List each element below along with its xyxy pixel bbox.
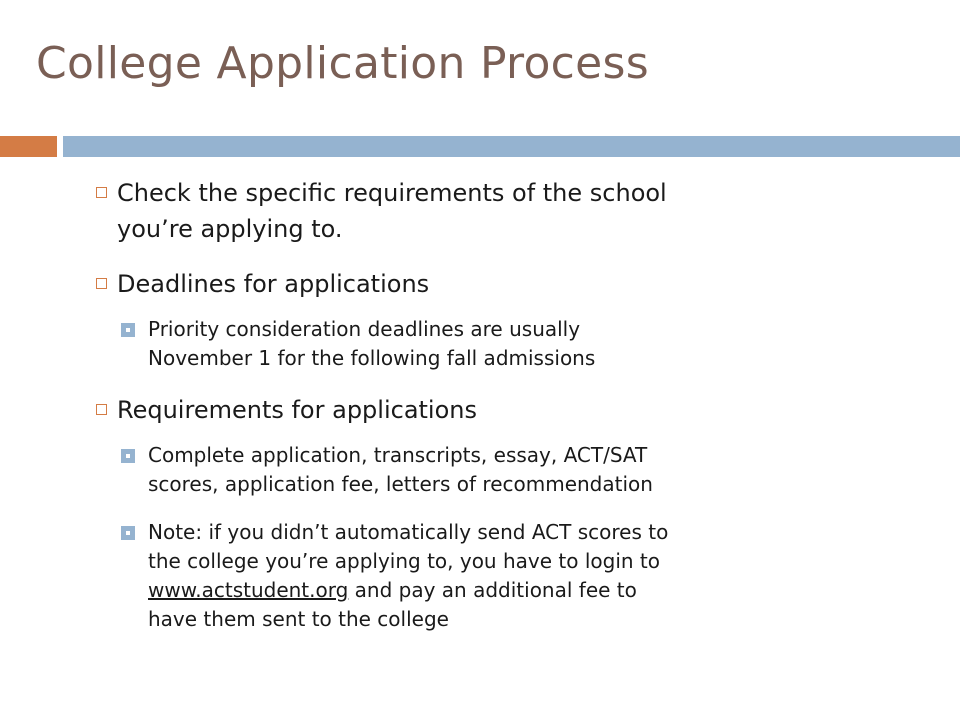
sub-bullet-text: Note: if you didn’t automatically send ACT scores to [148, 520, 669, 544]
actstudent-link[interactable]: www.actstudent.org [148, 578, 349, 602]
hollow-square-bullet-icon [96, 278, 107, 289]
sub-bullet-item [148, 518, 668, 634]
bullet-text: Check the specific requirements of the school [117, 179, 667, 207]
bullet-item [117, 266, 429, 302]
sub-bullet-text: and pay an additional fee to [348, 578, 637, 602]
bullet-item [117, 175, 667, 247]
framed-square-bullet-icon [121, 526, 135, 540]
sub-bullet-text: November 1 for the following fall admissions [148, 346, 596, 370]
hollow-square-bullet-icon [96, 187, 107, 198]
sub-bullet-item [148, 441, 653, 499]
sub-bullet-item [148, 315, 595, 373]
bullet-text: Deadlines for applications [117, 270, 430, 298]
sub-bullet-text: scores, application fee, letters of recommendation [148, 472, 653, 496]
sub-bullet-text: have them sent to the college [148, 607, 449, 631]
framed-square-bullet-icon [121, 323, 135, 337]
sub-bullet-text: the college you’re applying to, you have to login to [148, 549, 660, 573]
bullet-text: you’re applying to. [117, 215, 343, 243]
framed-square-bullet-icon [121, 449, 135, 463]
bullet-text: Requirements for applications [117, 396, 477, 424]
bullet-item [117, 392, 477, 428]
hollow-square-bullet-icon [96, 404, 107, 415]
slide-title: College Application Process [36, 38, 649, 89]
sub-bullet-text: Complete application, transcripts, essay, ACT/SAT [148, 443, 648, 467]
sub-bullet-text-with-link [148, 576, 668, 605]
sub-bullet-text: Priority consideration deadlines are usually [148, 317, 581, 341]
